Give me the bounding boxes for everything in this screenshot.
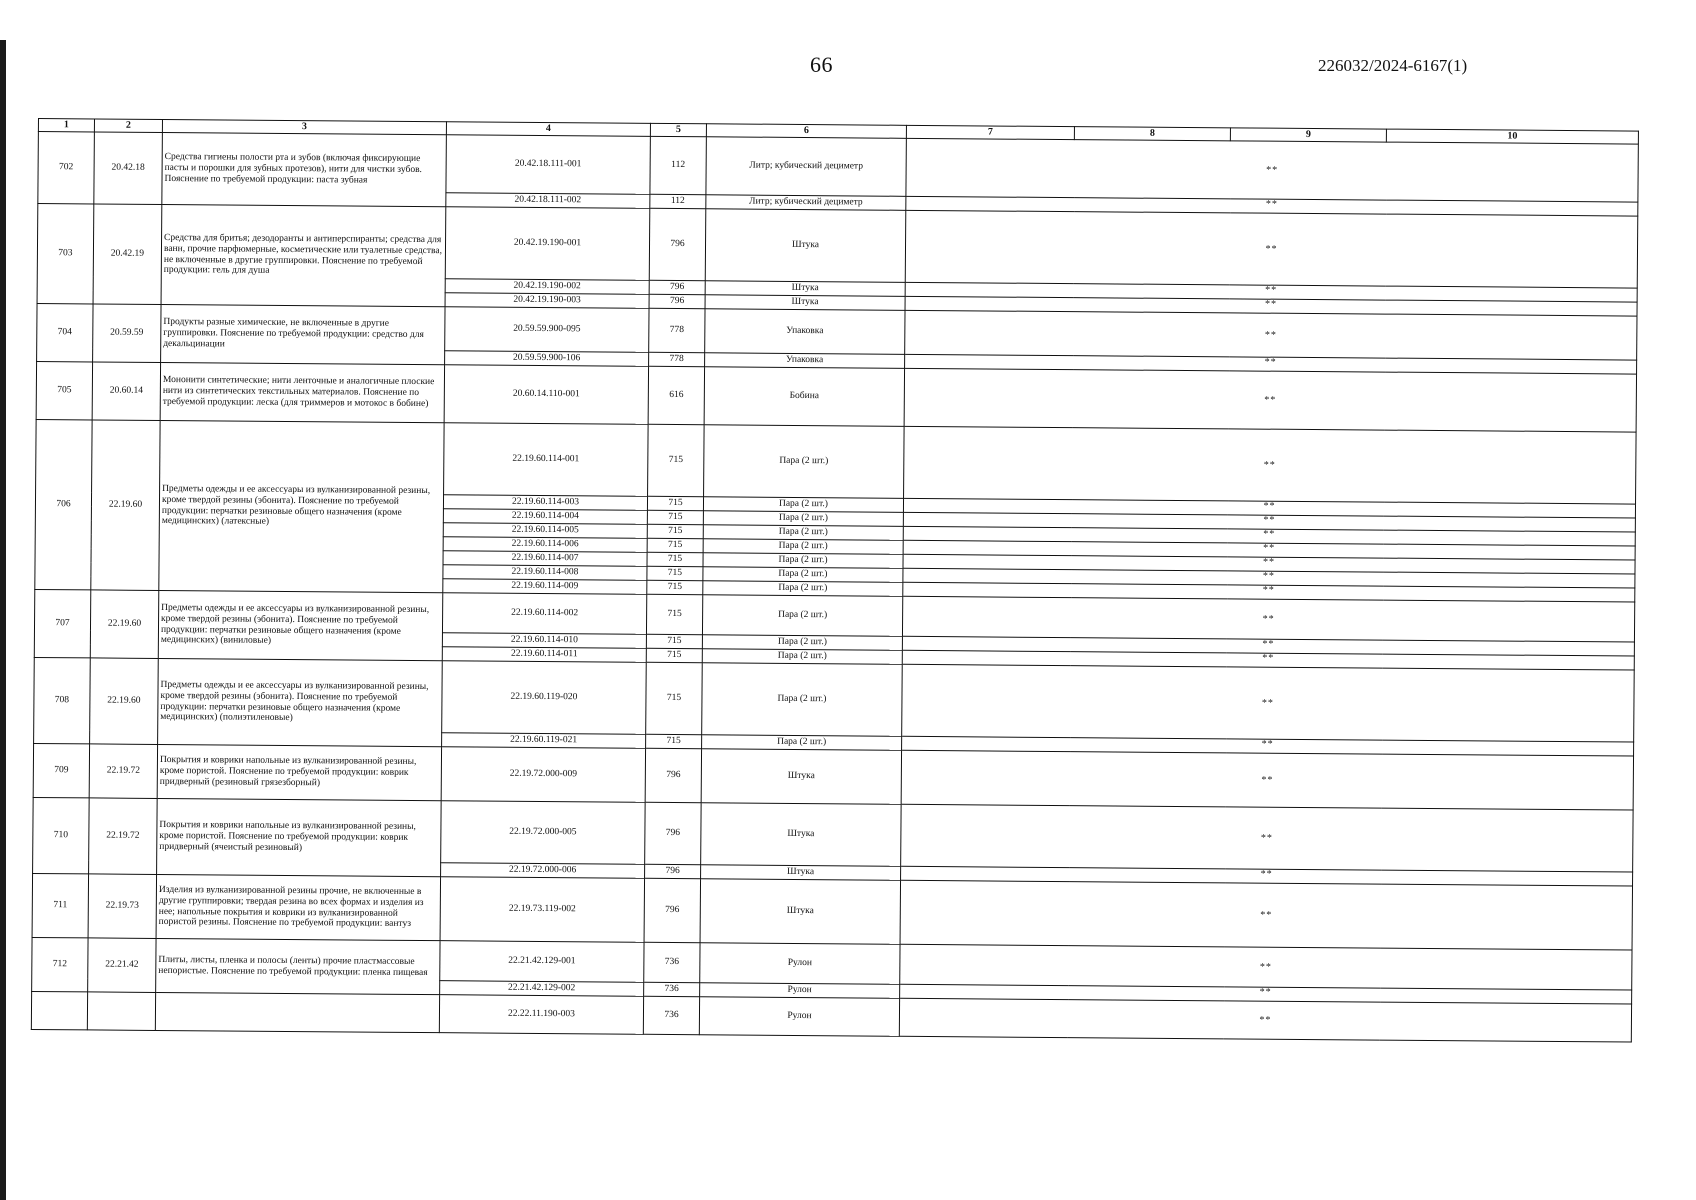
product-description-cell: Предметы одежды и ее аксессуары из вулканизированной резины, кроме твердой резины (эбонита). Пояснение по требуемой продукции: перчатки резиновые общего назначения (кроме медицинских) (виниловые) [158,590,443,660]
okpd-code-cell: 22.21.42 [88,938,156,993]
ktru-code-cell: 20.42.19.190-003 [445,293,649,309]
okei-code-cell: 796 [645,802,701,864]
ktru-code-cell: 22.19.60.114-011 [442,647,646,663]
okpd-code-cell: 22.19.73 [88,874,157,939]
ktru-code-cell: 22.19.60.114-009 [443,579,647,595]
note-cell: ** [901,866,1633,886]
note-cell: ** [900,944,1632,990]
table-row [36,419,1637,504]
note-cell: ** [905,310,1637,360]
unit-name-cell: Пара (2 шт.) [703,539,903,555]
okei-code-cell: 796 [644,878,701,942]
unit-name-cell: Бобина [704,367,904,427]
note-cell: ** [901,750,1633,810]
row-number-cell: 708 [34,657,91,743]
okei-code-cell: 796 [645,748,701,802]
unit-name-cell: Пара (2 шт.) [702,663,903,737]
okpd-code-cell: 20.60.14 [92,362,160,421]
ktru-code-cell: 22.19.60.119-020 [442,661,647,735]
ktru-code-cell: 22.19.60.114-002 [442,593,646,635]
unit-name-cell: Упаковка [705,309,905,355]
ktru-code-cell: 22.19.60.114-007 [443,551,647,567]
okpd-code-cell: 22.19.72 [89,744,157,799]
okei-code-cell: 715 [647,580,703,594]
unit-name-cell: Пара (2 шт.) [702,735,902,751]
note-cell: ** [905,210,1638,288]
product-description-cell: Изделия из вулканизированной резины прочие, не включенные в другие группировки; твердая резина во всех формах и изделия из нее; напольные покрытия и коврики из вулканизированной пористой резины. Пояснение по требуемой продукции: вантуз [156,874,440,940]
okei-code-cell: 715 [646,734,702,748]
ktru-code-cell: 22.22.11.190-003 [439,995,643,1035]
unit-name-cell: Рулон [700,943,900,985]
okpd-code-cell: 20.42.18 [94,132,163,205]
unit-name-cell: Пара (2 шт.) [704,425,905,499]
note-cell: ** [900,984,1632,1004]
okei-code-cell: 715 [646,662,703,734]
okei-code-cell: 736 [643,996,699,1034]
product-description-cell: Продукты разные химические, не включенные в другие группировки. Пояснение по требуемой продукции: средство для декальцинации [161,304,445,364]
okei-code-cell: 616 [648,366,704,424]
ktru-code-cell: 20.42.18.111-002 [446,193,650,209]
column-header: 1 [38,119,94,132]
ktru-code-cell: 22.19.60.114-001 [444,423,649,497]
okpd-code-cell: 20.59.59 [93,304,161,363]
note-cell: ** [906,138,1638,202]
page-number: 66 [810,52,833,77]
unit-name-cell: Пара (2 шт.) [703,497,903,513]
row-number-cell: 706 [35,419,92,589]
ktru-code-cell: 20.60.14.110-001 [444,365,648,425]
okei-code-cell: 736 [644,982,700,996]
ktru-code-cell: 20.42.18.111-001 [446,135,650,195]
product-description-cell: Предметы одежды и ее аксессуары из вулканизированной резины, кроме твердой резины (эбонита). Пояснение по требуемой продукции: перчатки резиновые общего назначения (кроме медицинских) (полиэтиленовые) [158,658,443,746]
column-header: 5 [650,123,706,136]
ktru-code-cell: 22.19.60.114-003 [443,495,647,511]
note-cell: ** [904,368,1636,432]
okei-code-cell: 736 [644,942,700,982]
row-number-cell: 710 [33,797,90,873]
note-cell: ** [902,736,1634,756]
row-number-cell: 703 [37,204,94,304]
ktru-code-cell: 22.19.60.119-021 [442,733,646,749]
product-description-cell: Мононити синтетические; нити ленточные и аналогичные плоские нити из синтетических текстильных материалов. Пояснение по требуемой продукции: леска (для триммеров и мотокос в бобине) [160,362,444,422]
product-description-cell: Покрытия и коврики напольные из вулканизированной резины, кроме пористой. Пояснение по требуемой продукции: коврик придверный (резиновый грязезборный) [157,744,441,800]
column-header: 9 [1230,128,1386,142]
table-sheet [31,118,1639,1043]
okpd-code-cell [87,992,155,1031]
okei-code-cell: 715 [646,648,702,662]
ktru-code-cell: 20.42.19.190-002 [445,279,649,295]
column-header: 4 [446,122,650,137]
note-cell: ** [904,426,1637,504]
okei-code-cell: 715 [647,566,703,580]
okpd-code-cell: 22.19.60 [91,420,160,591]
scan-binding-edge [0,40,6,1200]
unit-name-cell: Пара (2 шт.) [703,567,903,583]
column-header: 2 [94,119,162,133]
okei-code-cell: 715 [647,510,703,524]
product-description-cell: Средства для бритья; дезодоранты и антиперспиранты; средства для ванн, прочие парфюмерные, косметические или туалетные средства, не включенные в другие группировки. Пояснение по требуемой продукции: гель для душа [161,204,446,306]
table-row [34,657,1635,742]
note-cell: ** [905,282,1637,302]
note-cell: ** [902,664,1635,742]
product-description-cell: Плиты, листы, пленка и полосы (ленты) прочие пластмассовые непористые. Пояснение по требуемой продукции: пленка пищевая [156,938,440,994]
ktru-code-cell: 22.19.72.000-005 [441,801,645,865]
unit-name-cell: Пара (2 шт.) [703,511,903,527]
unit-name-cell: Литр; кубический дециметр [706,137,906,197]
note-cell: ** [900,880,1632,950]
okei-code-cell: 112 [650,194,706,208]
unit-name-cell: Пара (2 шт.) [703,525,903,541]
table-row [33,797,1633,872]
column-header: 3 [162,119,446,134]
note-cell: ** [903,512,1635,532]
row-number-cell: 711 [32,873,89,937]
column-header: 6 [706,124,906,139]
unit-name-cell: Пара (2 шт.) [703,581,903,597]
ktru-code-cell: 22.19.73.119-002 [440,877,644,943]
note-cell: ** [905,296,1637,316]
okei-code-cell: 796 [649,280,705,294]
note-cell: ** [903,582,1635,602]
okei-code-cell: 715 [647,538,703,552]
okei-code-cell: 715 [648,424,705,496]
unit-name-cell: Штука [700,879,900,945]
column-header: 7 [906,125,1074,139]
ktru-code-cell: 22.19.60.114-005 [443,523,647,539]
row-number-cell: 704 [37,303,93,361]
row-number-cell: 702 [38,132,95,204]
okpd-code-cell: 20.42.19 [93,204,162,305]
ktru-code-cell: 22.19.60.114-006 [443,537,647,553]
product-description-cell: Средства гигиены полости рта и зубов (включая фиксирующие пасты и порошки для зубных протезов), нити для чистки зубов. Пояснение по требуемой продукции: паста зубная [162,132,447,206]
ktru-code-cell: 22.19.72.000-009 [441,747,645,803]
note-cell: ** [905,354,1637,374]
note-cell: ** [903,498,1635,518]
ktru-code-cell: 22.21.42.129-002 [440,981,644,997]
okei-code-cell: 715 [647,496,703,510]
unit-name-cell: Упаковка [705,353,905,369]
unit-name-cell: Пара (2 шт.) [703,553,903,569]
okei-code-cell: 715 [646,594,702,634]
unit-name-cell: Рулон [700,983,900,999]
note-cell: ** [901,804,1633,872]
column-header: 10 [1386,129,1638,144]
note-cell: ** [903,526,1635,546]
okei-code-cell: 796 [649,294,705,308]
unit-name-cell: Пара (2 шт.) [702,595,902,637]
unit-name-cell: Штука [705,295,905,311]
note-cell: ** [899,998,1631,1042]
product-description-cell: Покрытия и коврики напольные из вулканизированной резины, кроме пористой. Пояснение по требуемой продукции: коврик придверный (ячеистый резиновый) [157,798,442,876]
okpd-code-cell: 22.19.60 [90,658,159,745]
product-description-cell [155,992,439,1032]
row-number-cell: 709 [33,743,89,797]
row-number-cell [31,991,87,1029]
note-cell: ** [903,568,1635,588]
ktru-code-cell: 22.19.72.000-006 [441,863,645,879]
okei-code-cell: 112 [650,136,706,194]
note-cell: ** [903,554,1635,574]
okpd-code-cell: 22.19.60 [90,590,159,659]
unit-name-cell: Штука [701,803,901,867]
unit-name-cell: Штука [705,209,906,283]
row-number-cell: 705 [36,361,92,419]
okei-code-cell: 715 [647,552,703,566]
ktru-code-cell: 20.59.59.900-095 [445,307,649,353]
okei-code-cell: 796 [649,208,706,280]
okei-code-cell: 778 [649,352,705,366]
ktru-code-cell: 22.19.60.114-004 [443,509,647,525]
table-body [31,132,1638,1043]
row-number-cell: 712 [32,937,88,991]
table-row [38,132,1638,203]
ktru-code-cell: 22.19.60.114-008 [443,565,647,581]
procurement-table [31,118,1639,1043]
document-id: 226032/2024-6167(1) [1318,56,1468,75]
okei-code-cell: 715 [646,634,702,648]
note-cell: ** [902,650,1634,670]
unit-name-cell: Рулон [699,997,899,1037]
okei-code-cell: 796 [645,864,701,878]
note-cell: ** [906,196,1638,216]
unit-name-cell: Штука [701,749,901,805]
unit-name-cell: Штука [705,281,905,297]
table-row [37,204,1638,289]
note-cell: ** [902,596,1634,642]
unit-name-cell: Пара (2 шт.) [702,635,902,651]
okei-code-cell: 778 [649,308,705,352]
note-cell: ** [903,540,1635,560]
okei-code-cell: 715 [647,524,703,538]
column-header: 8 [1074,127,1230,141]
ktru-code-cell: 22.19.60.114-010 [442,633,646,649]
unit-name-cell: Штука [701,865,901,881]
ktru-code-cell: 22.21.42.129-001 [440,941,644,983]
ktru-code-cell: 20.59.59.900-106 [445,351,649,367]
product-description-cell: Предметы одежды и ее аксессуары из вулканизированной резины, кроме твердой резины (эбонита). Пояснение по требуемой продукции: перчатки резиновые общего назначения (кроме медицинских) (латексные) [159,420,444,592]
note-cell: ** [902,636,1634,656]
row-number-cell: 707 [34,589,91,657]
ktru-code-cell: 20.42.19.190-001 [445,207,650,281]
okpd-code-cell: 22.19.72 [89,798,158,875]
unit-name-cell: Литр; кубический дециметр [706,195,906,211]
unit-name-cell: Пара (2 шт.) [702,649,902,665]
